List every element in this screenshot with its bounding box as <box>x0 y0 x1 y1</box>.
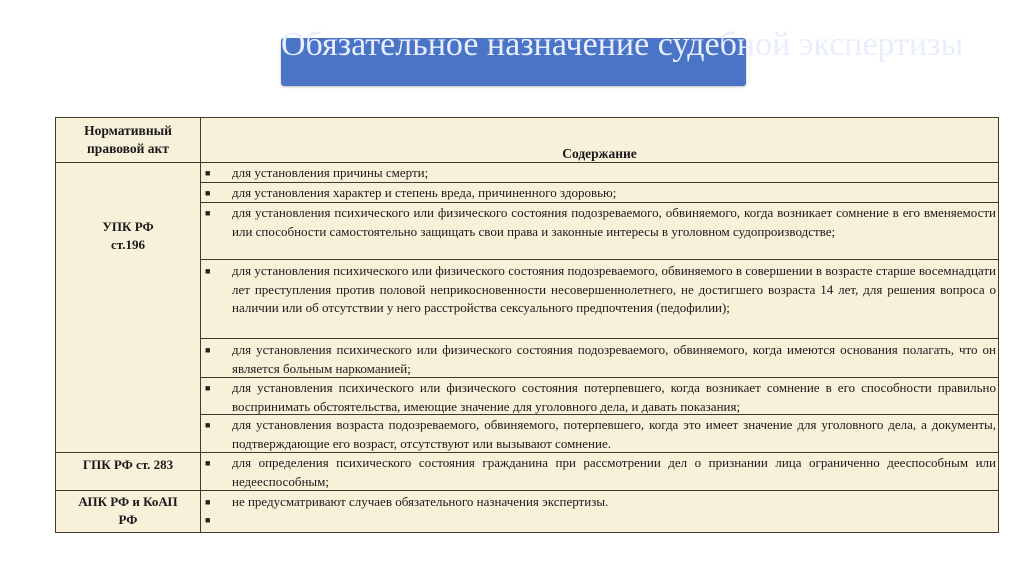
bullet-icon: ■ <box>205 168 211 178</box>
bullet-icon: ■ <box>205 188 211 198</box>
title-banner <box>281 26 964 86</box>
bullet-icon: ■ <box>205 208 211 218</box>
act-upk: УПК РФ ст.196 <box>102 219 154 252</box>
expertise-table <box>55 117 999 533</box>
header-content: Содержание <box>562 146 637 161</box>
item-text: для определения психического состояния гражданина при рассмотрении дел о признании лица ограниченно дееспособным или недееспособным; <box>232 455 996 489</box>
item-text: для установления возраста подозреваемого, обвиняемого, потерпевшего, когда это имеет значение для уголовного дела, а документы, подтверждающие его возраст, отсутствуют или вызывают сомнение. <box>232 417 996 451</box>
bullet-icon: ■ <box>205 420 211 430</box>
bullet-icon: ■ <box>205 383 211 393</box>
item-text: для установления психического или физического состояния подозреваемого, обвиняемого, когда имеются основания полагать, что он является больным наркоманией; <box>232 342 996 376</box>
item-divider <box>201 259 998 260</box>
bullet-icon: ■ <box>205 497 211 507</box>
bullet-icon: ■ <box>205 266 211 276</box>
item-text: для установления причины смерти; <box>232 165 429 180</box>
header-divider <box>56 162 998 163</box>
bullet-icon: ■ <box>205 458 211 468</box>
column-divider <box>200 118 201 532</box>
item-text: не предусматривают случаев обязательного назначения экспертизы. <box>232 494 609 509</box>
bullet-icon: ■ <box>205 345 211 355</box>
item-text: для установления психического или физического состояния потерпевшего, когда возникает сомнение в его способности правильно воспринимать обстоятельства, имеющие значение для уголовного дела, и давать показания; <box>232 380 996 414</box>
slide-title: Обязательное назначение судебной экспертизы <box>281 26 964 63</box>
header-act-label: Нормативный правовой акт <box>84 123 172 156</box>
bullet-icon: ■ <box>205 515 211 525</box>
act-gpk: ГПК РФ ст. 283 <box>82 457 174 472</box>
item-text: для установления характер и степень вреда, причиненного здоровью; <box>232 185 617 200</box>
act-apk: АПК РФ и КоАП РФ <box>78 494 178 527</box>
item-text: для установления психического или физического состояния подозреваемого, обвиняемого, когда возникает сомнение в его вменяемости или способности самостоятельно защищать свои права и законные интересы в уголовном судопроизводстве; <box>232 205 996 239</box>
item-text: для установления психического или физического состояния подозреваемого, обвиняемого в совершении в возрасте старше восемнадцати лет преступления против половой неприкосновенности несовершеннолетнего, не достигшего возраста 14 лет, для решения вопроса о наличии или об отсутствии у него расстройства сексуального предпочтения (педофилии); <box>232 263 996 315</box>
header-act <box>56 122 200 158</box>
item-divider <box>201 338 998 339</box>
